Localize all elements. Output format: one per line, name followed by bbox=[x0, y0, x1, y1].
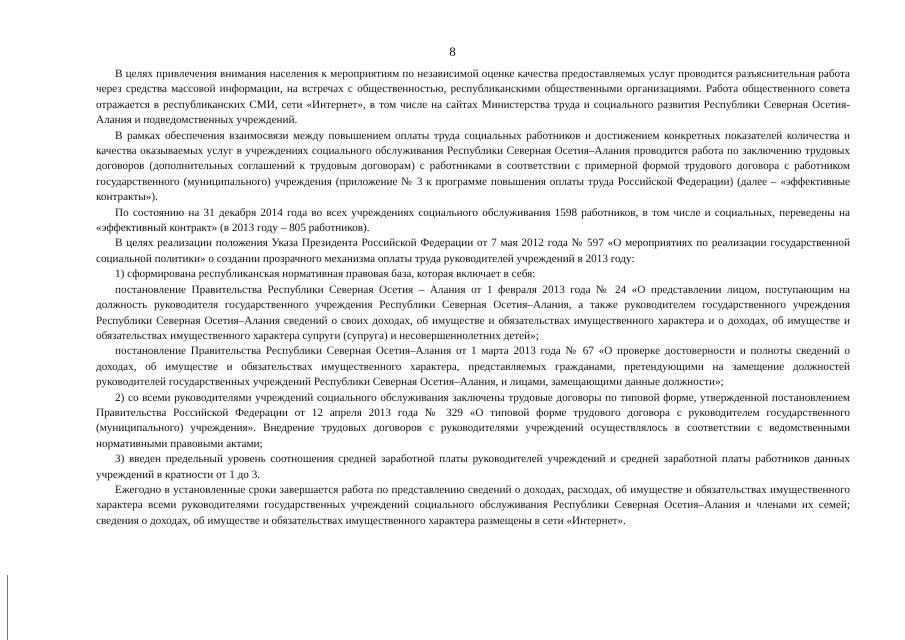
paragraph-item-1: 1) сформирована республиканская нормативная правовая база, которая включает в себя: bbox=[115, 268, 536, 281]
paragraph-effective-contracts: В рамках обеспечения взаимосвязи между повышением оплаты труда социальных работников и достижением конкретных показателей количества и качества оказываемых услуг в учреждениях социального обслуживания Республики Северная Осетия–Алания проводится работа по заключению трудовых договоров (дополнительных соглашений к трудовым договорам) с работниками в соответствии с примерной формой трудового договора с работником государственного (муниципального) учреждения (приложение № 3 к программе повышения оплаты труда Российской Федерации) (далее – «эффективные контракты»). bbox=[96, 129, 850, 204]
paragraph-public-awareness: В целях привлечения внимания населения к мероприятиям по независимой оценке качества предоставляемых услуг проводится разъяснительная работа через средства массовой информации, на встречах с общественностью, республиканскими общественными организациями. Работа общественного совета отражается в республиканских СМИ, сети «Интернет», в том числе на сайтах Министерства труда и социального развития Республики Северная Осетия-Алания и подведомственных учреждений. bbox=[96, 68, 850, 127]
paragraph-item-3: 3) введен предельный уровень соотношения средней заработной платы руководителей учреждений и средней заработной платы работников данных учреждений в кратности от 1 до 3. bbox=[96, 453, 850, 481]
paragraph-decree-597: В целях реализации положения Указа Президента Российской Федерации от 7 мая 2012 года № 597 «О мероприятиях по реализации государственной социальной политики» о создании прозрачного механизма оплаты труда руководителей учреждений в 2013 году: bbox=[96, 237, 850, 265]
paragraph-resolution-67: постановление Правительства Республики Северная Осетия–Алания от 1 марта 2013 года № 67 «О проверке достоверности и полноты сведений о доходах, об имуществе и обязательствах имущественного характера, представляемых гражданами, претендующими на замещение должностей руководителей государственных учреждений Республики Северная Осетия–Алания, и лицами, замещающими данные должности»; bbox=[96, 345, 850, 389]
paragraph-item-2: 2) со всеми руководителями учреждений социального обслуживания заключены трудовые договоры по типовой форме, утвержденной постановлением Правительства Российской Федерации от 12 апреля 2013 года № 329 «О типовой форме трудового договора с руководителем государственного (муниципального) учреждения». Внедрение трудовых договоров с руководителями учреждений осуществлялось в соответствии с ведомственными нормативными правовыми актами; bbox=[96, 391, 850, 450]
document-body bbox=[96, 67, 850, 529]
paragraph-resolution-24: постановление Правительства Республики Северная Осетия – Алания от 1 февраля 2013 года № 24 «О представлении лицом, поступающим на должность руководителя государственного учреждения Республики Северная Осетия–Алания, а также руководителем государственного учреждения Республики Северная Осетия–Алания сведений о своих доходах, об имуществе и обязательствах имущественного характера и о доходах, об имуществе и обязательствах имущественного характера супруги (супруга) и несовершеннолетних детей»; bbox=[96, 283, 850, 342]
page-number: 8 bbox=[449, 44, 456, 59]
paragraph-annual-reporting: Ежегодно в установленные сроки завершается работа по представлению сведений о доходах, расходах, об имуществе и обязательствах имущественного характера всеми руководителями государственных учреждений социального обслуживания Республики Северная Осетия–Алания и членами их семей; сведения о доходах, об имуществе и обязательствах имущественного характера размещены в сети «Интернет». bbox=[96, 483, 850, 527]
paragraph-status-2014: По состоянию на 31 декабря 2014 года во всех учреждениях социального обслуживания 1598 работников, в том числе и социальных, переведены на «эффективный контракт» (в 2013 году – 805 работников). bbox=[96, 206, 850, 235]
scan-edge-line bbox=[7, 575, 8, 640]
